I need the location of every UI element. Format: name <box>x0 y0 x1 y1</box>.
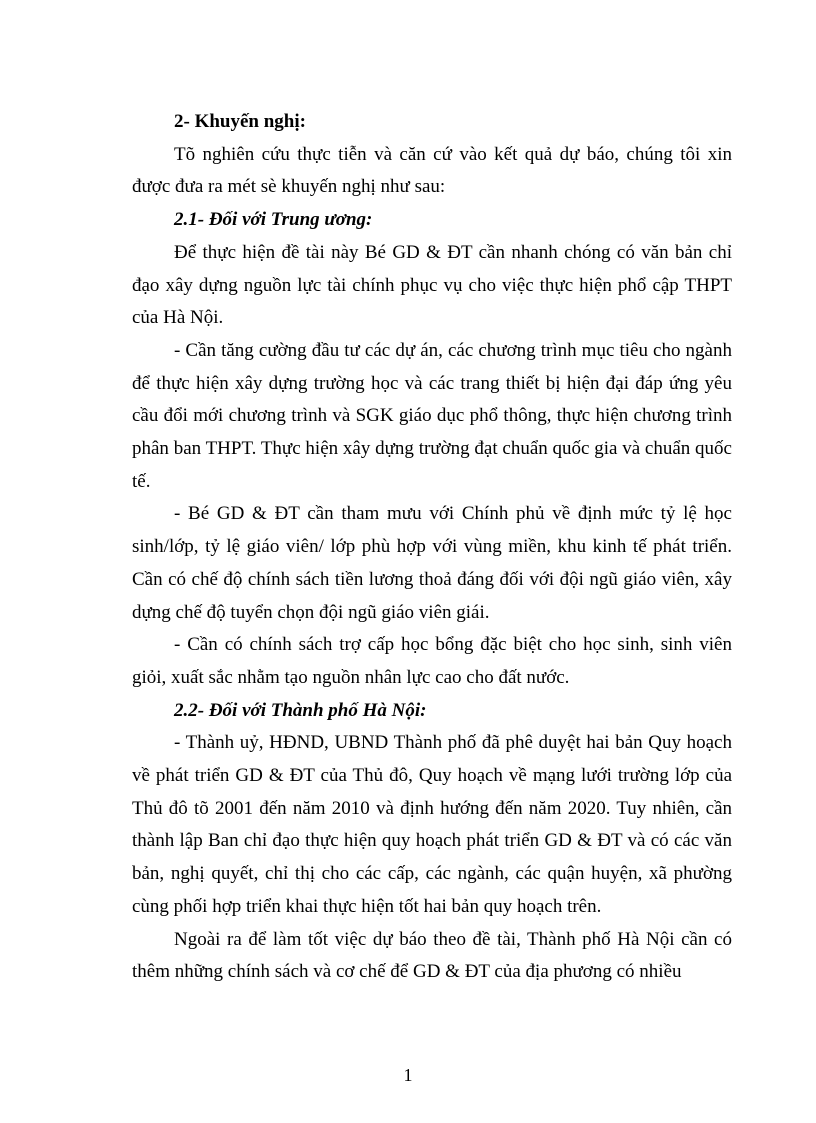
document-body <box>132 106 732 989</box>
central-paragraph-1: Để thực hiện đề tài này Bé GD & ĐT cần nhanh chóng có văn bản chỉ đạo xây dựng nguồn lực tài chính phục vụ cho việc thực hiện phổ cập THPT của Hà Nội. <box>132 241 732 329</box>
central-paragraph-4: - Cần có chính sách trợ cấp học bổng đặc biệt cho học sinh, sinh viên giỏi, xuất sắc nhằm tạo nguồn nhân lực cao cho đất nước. <box>132 634 732 688</box>
intro-paragraph: Tõ nghiên cứu thực tiễn và căn cứ vào kết quả dự báo, chúng tôi xin được đưa ra mét sè khuyến nghị như sau: <box>132 143 732 198</box>
hanoi-paragraph-2: Ngoài ra để làm tốt việc dự báo theo đề tài, Thành phố Hà Nội cần có thêm những chính sách và cơ chế để GD & ĐT của địa phương có nhiều <box>132 928 732 983</box>
central-paragraph-3: - Bé GD & ĐT cần tham mưu với Chính phủ về định mức tỷ lệ học sinh/lớp, tỷ lệ giáo viên/ lớp phù hợp với vùng miền, khu kinh tế phát triển. Cần có chế độ chính sách tiền lương thoả đáng đối với đội ngũ giáo viên, xây dựng chế độ tuyển chọn đội ngũ giáo viên giái. <box>132 503 732 623</box>
page-number: 1 <box>403 1065 413 1085</box>
subsection-title-hanoi: 2.2- Đối với Thành phố Hà Nội: <box>174 699 427 721</box>
hanoi-paragraph-1: - Thành uỷ, HĐND, UBND Thành phố đã phê duyệt hai bản Quy hoạch về phát triển GD & ĐT của Thủ đô, Quy hoạch về mạng lưới trường lớp của Thủ đô tõ 2001 đến năm 2010 và định hướng đến năm 2020. Tuy nhiên, cần thành lập Ban chỉ đạo thực hiện quy hoạch phát triển GD & ĐT và có các văn bản, nghị quyết, chỉ thị cho các cấp, các ngành, các quận huyện, xã phường cùng phối hợp triển khai thực hiện tốt hai bản quy hoạch trên. <box>132 732 732 917</box>
subsection-title-central: 2.1- Đối với Trung ương: <box>174 209 373 231</box>
central-paragraph-2: - Cần tăng cường đầu tư các dự án, các chương trình mục tiêu cho ngành để thực hiện xây dựng trường học và các trang thiết bị hiện đại đáp ứng yêu cầu đổi mới chương trình và SGK giáo dục phổ thông, thực hiện chương trình phân ban THPT. Thực hiện xây dựng trường đạt chuẩn quốc gia và chuẩn quốc tế. <box>132 339 732 492</box>
section-heading: 2- Khuyến nghị: <box>174 111 306 132</box>
